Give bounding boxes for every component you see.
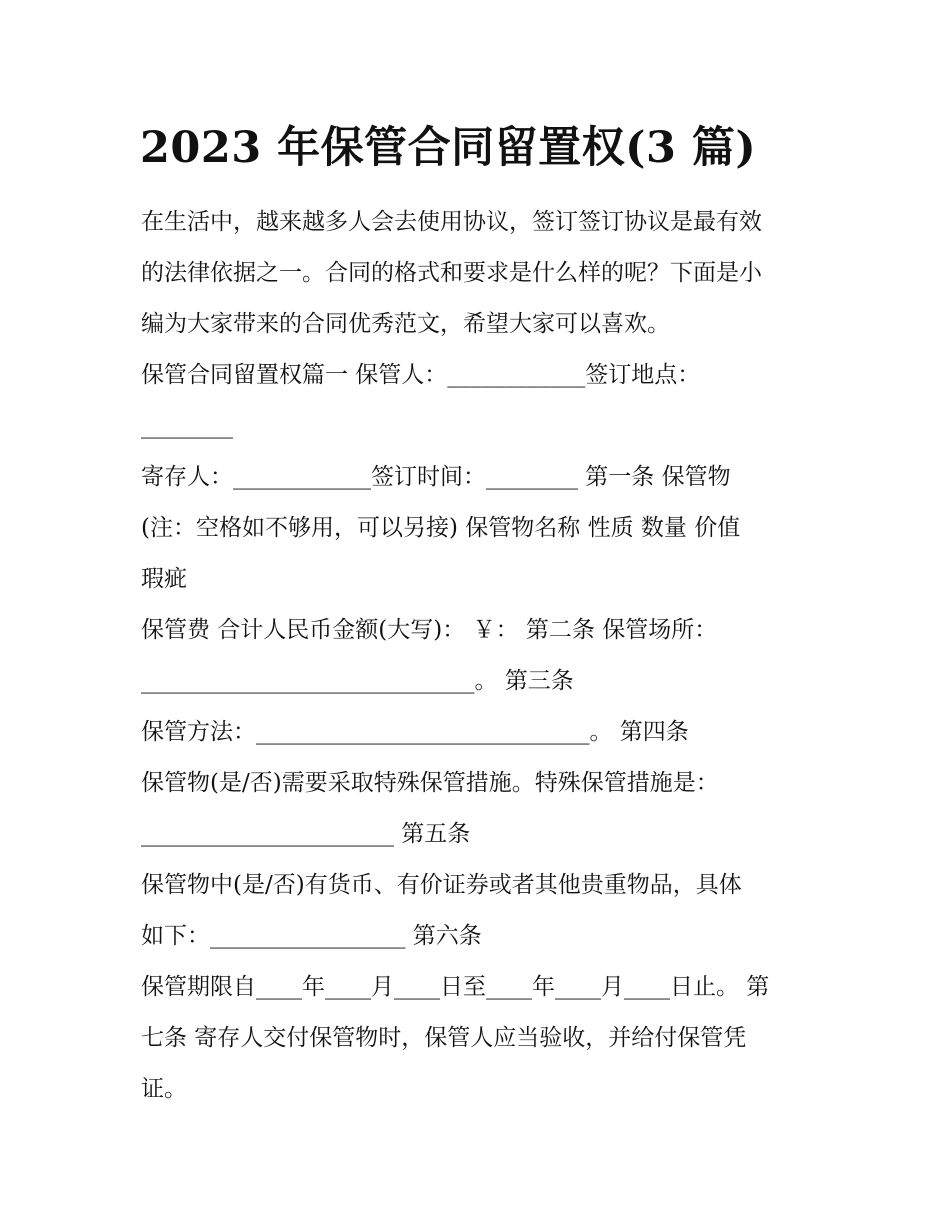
body-line: 保管方法：_____________________________。 第四条 xyxy=(141,719,689,745)
body-line: ________ xyxy=(141,413,233,439)
body-line: 瑕疵 xyxy=(141,566,187,592)
body-line: _____________________________。 第三条 xyxy=(141,668,574,694)
body-line: 七条 寄存人交付保管物时，保管人应当验收，并给付保管凭 xyxy=(141,1025,747,1051)
body-line: 寄存人：____________签订时间：________ 第一条 保管物 xyxy=(141,464,731,490)
body-line: (注：空格如不够用，可以另接) 保管物名称 性质 数量 价值 xyxy=(141,515,741,541)
body-line: 保管合同留置权篇一 保管人：____________签订地点： xyxy=(141,362,701,388)
body-line: 如下：_________________ 第六条 xyxy=(141,923,482,949)
body-line: 编为大家带来的合同优秀范文，希望大家可以喜欢。 xyxy=(141,311,670,337)
body-line: ______________________ 第五条 xyxy=(141,821,471,847)
body-line: 保管物中(是/否)有货币、有价证券或者其他贵重物品，具体 xyxy=(141,872,742,898)
body-line: 保管期限自____年____月____日至____年____月____日止。 第 xyxy=(141,974,770,1000)
document-title: 2023 年保管合同留置权(3 篇) xyxy=(140,123,757,173)
body-line: 的法律依据之一。合同的格式和要求是什么样的呢？下面是小 xyxy=(141,260,762,286)
body-line: 证。 xyxy=(141,1076,187,1102)
document-body xyxy=(141,197,816,1115)
body-line: 在生活中，越来越多人会去使用协议，签订签订协议是最有效 xyxy=(141,209,762,235)
body-line: 保管费 合计人民币金额(大写)： ￥： 第二条 保管场所： xyxy=(141,617,718,643)
body-line: 保管物(是/否)需要采取特殊保管措施。特殊保管措施是： xyxy=(141,770,719,796)
